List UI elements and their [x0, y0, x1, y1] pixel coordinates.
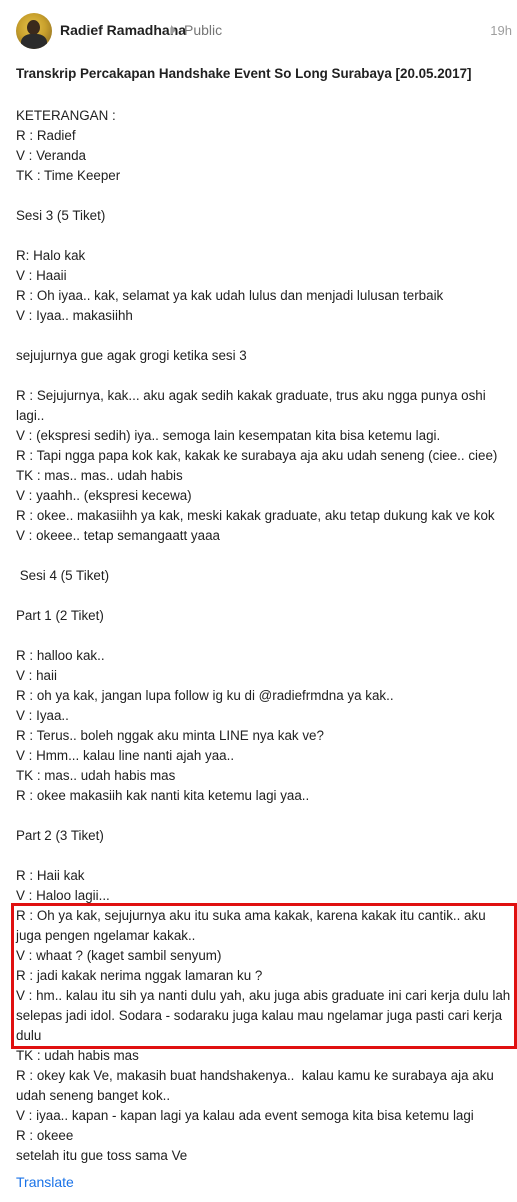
author-name[interactable]: Radief Ramadhana	[60, 22, 187, 38]
post-text-line: R : Terus.. boleh nggak aku minta LINE nya kak ve?	[16, 728, 324, 743]
translate-link[interactable]: Translate	[16, 1174, 74, 1190]
post-text-line: V : Veranda	[16, 148, 86, 163]
post-text-line: V : (ekspresi sedih) iya.. semoga lain kesempatan kita bisa ketemu lagi.	[16, 428, 441, 443]
post-text-line: setelah itu gue toss sama Ve	[16, 1148, 188, 1163]
post-text-line: sejujurnya gue agak grogi ketika sesi 3	[16, 348, 247, 363]
author-avatar[interactable]	[16, 13, 52, 49]
post-text-line: V : Iyaa.. makasiihh	[16, 308, 133, 323]
post-text-line: V : iyaa.. kapan - kapan lagi ya kalau ada event semoga kita bisa ketemu lagi	[16, 1108, 474, 1123]
post-text-line	[16, 326, 514, 346]
highlight-box	[11, 903, 517, 1049]
post-text-line: V : Hmm... kalau line nanti ajah yaa..	[16, 748, 235, 763]
post-text-line: R : Oh iyaa.. kak, selamat ya kak udah lulus dan menjadi lulusan terbaik	[16, 288, 444, 303]
post-text-line	[16, 626, 514, 646]
post-text-line: R : Radief	[16, 128, 76, 143]
avatar-face	[27, 20, 40, 35]
post-text-line: V : yaahh.. (ekspresi kecewa)	[16, 488, 192, 503]
post-text-line: KETERANGAN :	[16, 108, 116, 123]
post-text-line: R : Haii kak	[16, 868, 85, 883]
post-text-line: R: Halo kak	[16, 248, 86, 263]
post-text-line: Part 1 (2 Tiket)	[16, 608, 104, 623]
post-text-line: Part 2 (3 Tiket)	[16, 828, 104, 843]
post-text-line: R : okeee	[16, 1128, 74, 1143]
post-text-line: R : okee.. makasiihh ya kak, meski kakak graduate, aku tetap dukung kak ve kok	[16, 508, 495, 523]
post-text-line	[16, 806, 514, 826]
post-text-line: R : jadi kakak nerima nggak lamaran ku ?	[16, 968, 263, 983]
post-text-line: V : whaat ? (kaget sambil senyum)	[16, 948, 222, 963]
post-text-line: TK : mas.. udah habis mas	[16, 768, 176, 783]
post-text-line: TK : Time Keeper	[16, 168, 121, 183]
arrow-right-icon	[171, 25, 176, 35]
post-text-line	[16, 186, 514, 206]
post-text-line	[16, 366, 514, 386]
post-text-line: Sesi 3 (5 Tiket)	[16, 208, 106, 223]
post-text-line	[16, 546, 514, 566]
post-text-line	[16, 226, 514, 246]
post-timestamp[interactable]: 19h	[490, 23, 512, 38]
post-text-line: V : hm.. kalau itu sih ya nanti dulu yah, aku juga abis graduate ini cari kerja dulu lah selepas jadi idol. Sodara - sodaraku juga kalau mau ngelamar juga pasti cari kerja dulu	[16, 988, 514, 1043]
post-visibility[interactable]: Public	[184, 22, 223, 38]
post-text-line: R : okey kak Ve, makasih buat handshakenya.. kalau kamu ke surabaya aja aku udah seneng banget kok..	[16, 1068, 498, 1103]
post-title: Transkrip Percakapan Handshake Event So Long Surabaya [20.05.2017]	[16, 66, 472, 81]
post-text-line: V : haii	[16, 668, 57, 683]
post-text-line	[16, 586, 514, 606]
post-text-line: V : Haaii	[16, 268, 67, 283]
post-text-line: R : oh ya kak, jangan lupa follow ig ku di @radiefrmdna ya kak..	[16, 688, 394, 703]
post-text-line: R : okee makasiih kak nanti kita ketemu lagi yaa..	[16, 788, 310, 803]
post-text-line: R : Sejujurnya, kak... aku agak sedih kakak graduate, trus aku ngga punya oshi lagi..	[16, 388, 490, 423]
post-text-line: R : halloo kak..	[16, 648, 105, 663]
post-text-line: V : Iyaa..	[16, 708, 69, 723]
post-text-line: TK : udah habis mas	[16, 1048, 139, 1063]
post-text-line: V : Haloo lagii...	[16, 888, 110, 903]
avatar-body	[21, 34, 47, 49]
post-text-line: R : Oh ya kak, sejujurnya aku itu suka ama kakak, karena kakak itu cantik.. aku juga pengen ngelamar kakak..	[16, 908, 490, 943]
post-text-line: V : okeee.. tetap semangaatt yaaa	[16, 528, 220, 543]
post-text-line	[16, 846, 514, 866]
post-text-line: Sesi 4 (5 Tiket)	[16, 568, 110, 583]
post-text-line: R : Tapi ngga papa kok kak, kakak ke surabaya aja aku udah seneng (ciee.. ciee)	[16, 448, 498, 463]
post-text-line: TK : mas.. mas.. udah habis	[16, 468, 183, 483]
post-header	[16, 13, 512, 51]
